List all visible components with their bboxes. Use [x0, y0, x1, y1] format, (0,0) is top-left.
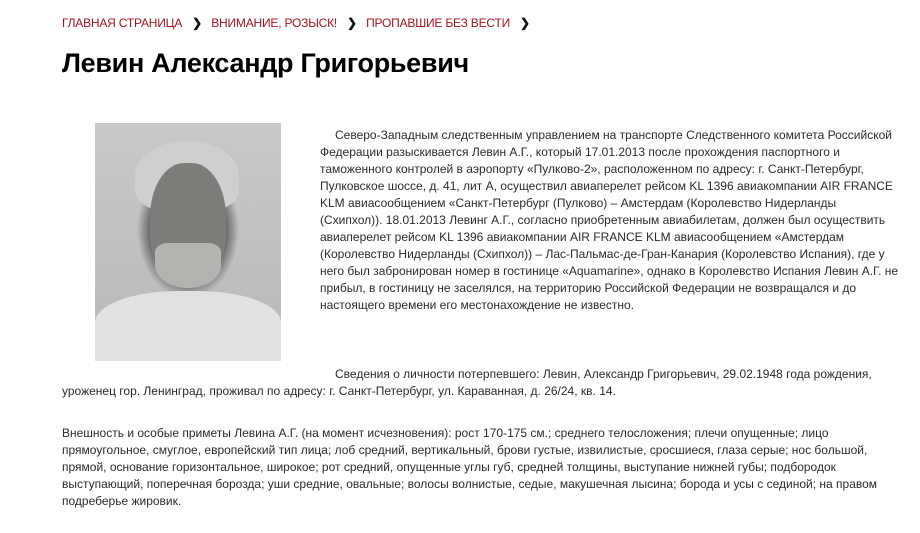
breadcrumb — [62, 16, 539, 30]
chevron-right-icon: ❯ — [347, 16, 358, 30]
case-description: Северо-Западным следственным управлением на транспорте Следственного комитета Российской Федерации разыскивается Левин А.Г., который 17.01.2013 после прохождения паспортного и таможенного контролей в аэропорту «Пулково-2», расположенном по адресу: г. Санкт-Петербург, Пулковское шоссе, д. 41, лит А, осуществил авиаперелет рейсом KL 1396 авиакомпании AIR FRANCE KLM авиасообщением «Санкт-Петербург (Пулково) – Амстердам (Королевство Нидерланды (Схипхол)). 18.01.2013 Левинг А.Г., согласно приобретенным авиабилетам, должен был осуществить авиаперелет рейсом KL 1396 авиакомпании AIR FRANCE KLM авиасообщением «Амстердам (Королевство Нидерланды (Схипхол)) – Лас-Пальмас-де-Гран-Канария (Королевство Испания), где у него был забронирован номер в гостинице «Aquamarine», однако в Королевство Испания Левин А.Г. не прибыл, в гостиницу не заселялся, на территорию Российской Федерации не возвращался и до настоящего времени его местонахождение не известно. — [320, 128, 899, 312]
breadcrumb-missing-link[interactable]: ПРОПАВШИЕ БЕЗ ВЕСТИ — [366, 16, 510, 30]
page-title: Левин Александр Григорьевич — [62, 48, 469, 78]
appearance-description: Внешность и особые приметы Левина А.Г. (на момент исчезновения): рост 170-175 см.; среднего телосложения; плечи опущенные; лицо прямоугольное, смуглое, европейский тип лица; лоб средний, вертикальный, брови густые, извилистые, сросшиеся, глаза серые; нос большой, прямой, основание горизонтальное, широкое; рот средний, опущенные углы губ, средней толщины, выступание нижней губы; подбородок выступающий, поперечная борозда; уши средние, овальные; волосы волнистые, седые, макушечная лысина; борода и усы с сединой; на правом подреберье жировик. — [62, 426, 878, 508]
chevron-right-icon: ❯ — [192, 16, 203, 30]
chevron-right-icon: ❯ — [520, 16, 531, 30]
breadcrumb-home-link[interactable]: ГЛАВНАЯ СТРАНИЦА — [62, 16, 183, 30]
personal-details: Сведения о личности потерпевшего: Левин, Александр Григорьевич, 29.02.1948 года рождения, уроженец гор. Ленинград, проживал по адресу: г. Санкт-Петербург, ул. Караванная, д. 26/24, кв. 14. — [62, 367, 872, 398]
person-photo — [95, 123, 281, 361]
breadcrumb-wanted-link[interactable]: ВНИМАНИЕ, РОЗЫСК! — [211, 16, 338, 30]
